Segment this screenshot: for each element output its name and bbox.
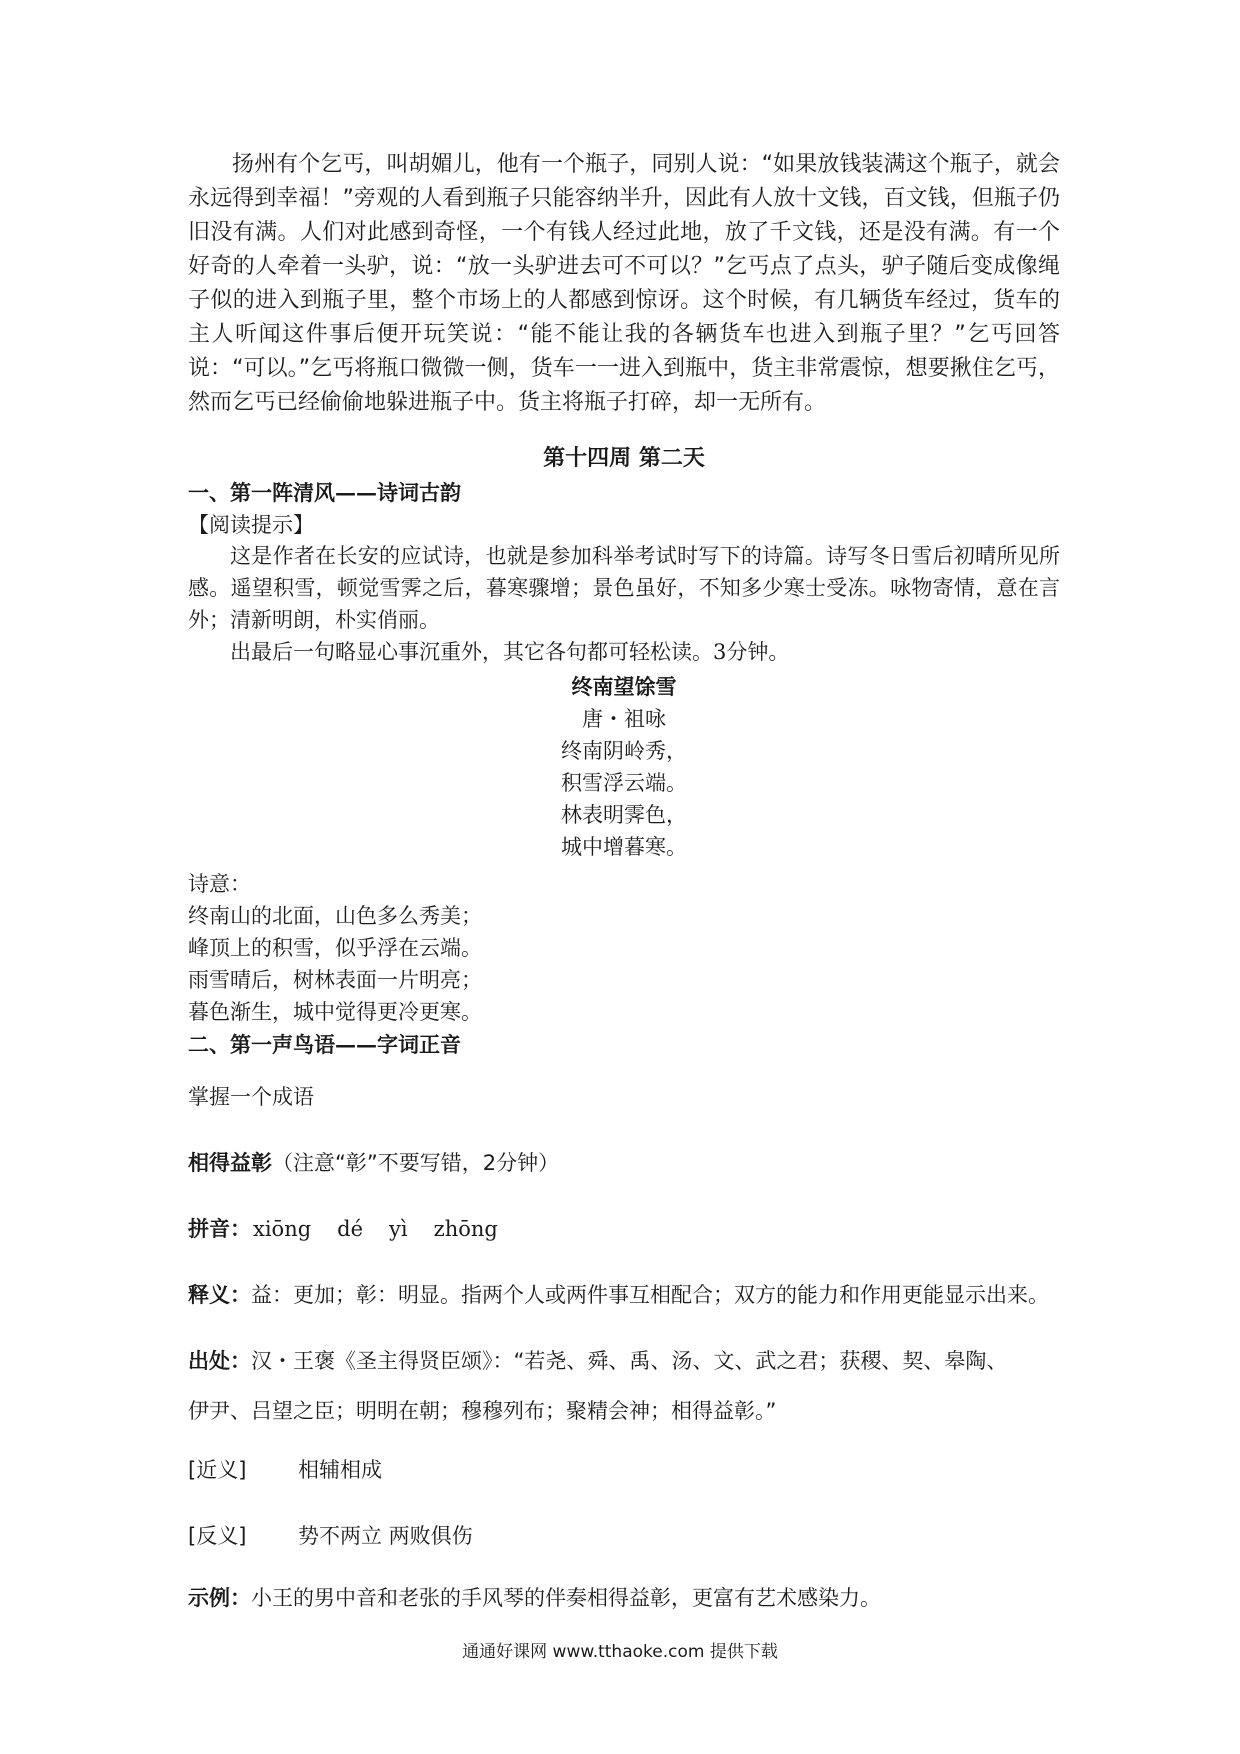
antonym-text: 势不两立 两败俱伤 (298, 1524, 473, 1548)
section1-title: 一、第一阵清风——诗词古韵 (188, 480, 461, 505)
pinyin-syllable: xiōng (253, 1217, 312, 1241)
pinyin-syllable: yì (389, 1217, 408, 1241)
poem-line: 积雪浮云端。 (561, 771, 687, 795)
definition-row (188, 1280, 1068, 1310)
pinyin-syllable: zhōng (433, 1217, 498, 1241)
story-section (188, 148, 1060, 420)
meaning-line: 峰顶上的积雪，似乎浮在云端。 (188, 936, 482, 960)
source-text: 汉・王褒《圣主得贤臣颂》：“若尧、舜、禹、汤、文、武之君；获稷、契、皋陶、 (251, 1349, 1008, 1373)
poem (188, 671, 1060, 863)
poem-line: 林表明霁色， (561, 803, 687, 827)
synonym-text: 相辅相成 (298, 1458, 382, 1482)
idiom-intro: 掌握一个成语 (188, 1085, 314, 1109)
example-row (188, 1583, 1068, 1613)
hint-paragraph-2: 出最后一句略显心事沉重外，其它各句都可轻松读。3分钟。 (230, 640, 790, 664)
synonym-row (188, 1455, 1068, 1485)
poem-line: 城中增暮寒。 (561, 835, 687, 859)
idiom-word: 相得益彰 (188, 1151, 272, 1175)
section2-title: 二、第一声鸟语——字词正音 (188, 1032, 461, 1057)
pinyin-label: 拼音： (188, 1217, 251, 1241)
story-paragraph: 扬州有个乞丐，叫胡媚儿，他有一个瓶子，同别人说：“如果放钱装满这个瓶子，就会永远得到幸福！”旁观的人看到瓶子只能容纳半升，因此有人放十文钱，百文钱，但瓶子仍旧没有满。人们对此感到奇怪，一个有钱人经过此地，放了千文钱，还是没有满。有一个好奇的人牵着一头驴，说：“放一头驴进去可不可以？”乞丐点了点头，驴子随后变成像绳子似的进入到瓶子里，整个市场上的人都感到惊讶。这个时候，有几辆货车经过，货车的主人听闻这件事后便开玩笑说：“能不能让我的各辆货车也进入到瓶子里？”乞丐回答说：“可以。”乞丐将瓶口微微一侧，货车一一进入到瓶中，货主非常震惊，想要揪住乞丐，然而乞丐已经偷偷地躲进瓶子中。货主将瓶子打碎，却一无所有。 (188, 152, 1060, 415)
idiom-note: （注意“彰”不要写错，2分钟） (272, 1151, 560, 1175)
antonym-label: [反义] (188, 1524, 247, 1548)
pinyin-row (188, 1214, 1068, 1244)
synonym-label: [近义] (188, 1458, 247, 1482)
reading-hint (188, 540, 1060, 668)
meaning-label: 诗意： (188, 872, 251, 896)
pinyin-syllable: dé (337, 1217, 364, 1241)
poem-meaning (188, 868, 482, 1028)
day-title: 第十四周 第二天 (543, 446, 705, 471)
poem-author: 唐・祖咏 (582, 707, 666, 731)
source-label: 出处： (188, 1349, 251, 1373)
antonym-row (188, 1521, 1068, 1551)
example-text: 小王的男中音和老张的手风琴的伴奏相得益彰，更富有艺术感染力。 (251, 1586, 881, 1610)
source-row (188, 1346, 1068, 1376)
idiom-heading (188, 1148, 1068, 1178)
source-row-continued: 伊尹、吕望之臣；明明在朝；穆穆列布；聚精会神；相得益彰。” (188, 1399, 777, 1423)
reading-hint-label: 【阅读提示】 (188, 513, 314, 537)
footer-credit: 通通好课网 www.tthaoke.com 提供下载 (462, 1642, 778, 1662)
poem-title: 终南望馀雪 (571, 674, 677, 699)
meaning-line: 雨雪晴后，树林表面一片明亮； (188, 968, 482, 992)
definition-text: 益：更加；彰：明显。指两个人或两件事互相配合；双方的能力和作用更能显示出来。 (251, 1283, 1049, 1307)
definition-label: 释义： (188, 1283, 251, 1307)
example-label: 示例： (188, 1586, 251, 1610)
poem-line: 终南阴岭秀， (561, 739, 687, 763)
meaning-line: 终南山的北面，山色多么秀美； (188, 904, 482, 928)
meaning-line: 暮色渐生，城中觉得更冷更寒。 (188, 1000, 482, 1024)
hint-paragraph-1: 这是作者在长安的应试诗，也就是参加科举考试时写下的诗篇。诗写冬日雪后初晴所见所感。遥望积雪，顿觉雪霁之后，暮寒骤增；景色虽好，不知多少寒士受冻。咏物寄情，意在言外；清新明朗，朴实俏丽。 (188, 544, 1060, 632)
